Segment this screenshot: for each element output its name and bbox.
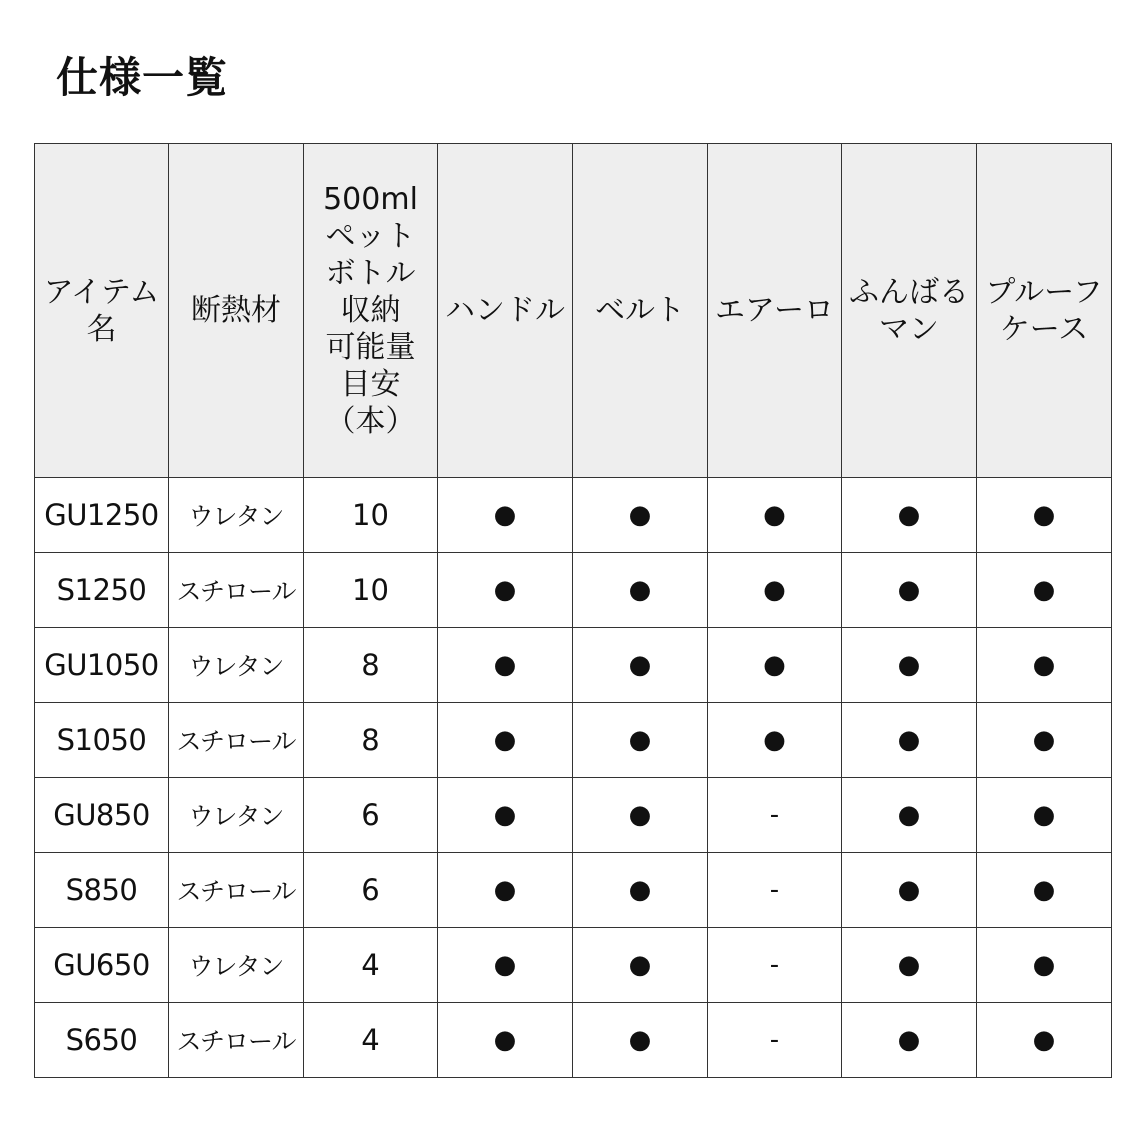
cell-item-name: GU650 [35, 928, 169, 1003]
table-row [35, 628, 1112, 703]
cell-insulation: ウレタン [169, 928, 304, 1003]
cell-belt: ● [573, 928, 708, 1003]
cell-capacity: 4 [304, 1003, 438, 1078]
table-row [35, 928, 1112, 1003]
cell-funbaruman: ● [842, 553, 977, 628]
cell-handle: ● [438, 778, 573, 853]
cell-capacity: 10 [304, 553, 438, 628]
cell-belt: ● [573, 553, 708, 628]
cell-handle: ● [438, 553, 573, 628]
cell-capacity: 4 [304, 928, 438, 1003]
cell-air-valve: - [708, 928, 842, 1003]
cell-funbaruman: ● [842, 703, 977, 778]
page-title: 仕様一覧 [56, 53, 229, 102]
cell-insulation: スチロール [169, 553, 304, 628]
cell-belt: ● [573, 703, 708, 778]
cell-item-name: S1250 [35, 553, 169, 628]
cell-item-name: GU1050 [35, 628, 169, 703]
header-proof-case: プルーフ ケース [977, 144, 1112, 478]
cell-insulation: ウレタン [169, 778, 304, 853]
cell-belt: ● [573, 778, 708, 853]
cell-item-name: S650 [35, 1003, 169, 1078]
cell-air-valve: - [708, 853, 842, 928]
cell-proof-case: ● [977, 478, 1112, 553]
cell-belt: ● [573, 628, 708, 703]
cell-insulation: スチロール [169, 853, 304, 928]
header-funbaruman: ふんばる マン [842, 144, 977, 478]
table-header [35, 144, 1112, 478]
cell-belt: ● [573, 853, 708, 928]
table-row [35, 1003, 1112, 1078]
cell-funbaruman: ● [842, 628, 977, 703]
cell-belt: ● [573, 478, 708, 553]
cell-handle: ● [438, 928, 573, 1003]
header-row [35, 144, 1112, 478]
cell-proof-case: ● [977, 778, 1112, 853]
cell-handle: ● [438, 628, 573, 703]
cell-insulation: ウレタン [169, 478, 304, 553]
cell-proof-case: ● [977, 553, 1112, 628]
cell-insulation: スチロール [169, 1003, 304, 1078]
table-row [35, 553, 1112, 628]
cell-proof-case: ● [977, 853, 1112, 928]
table-row [35, 853, 1112, 928]
table-row [35, 778, 1112, 853]
cell-proof-case: ● [977, 928, 1112, 1003]
cell-handle: ● [438, 853, 573, 928]
cell-proof-case: ● [977, 1003, 1112, 1078]
cell-item-name: GU850 [35, 778, 169, 853]
cell-air-valve: ● [708, 703, 842, 778]
cell-handle: ● [438, 703, 573, 778]
cell-funbaruman: ● [842, 778, 977, 853]
cell-funbaruman: ● [842, 928, 977, 1003]
cell-belt: ● [573, 1003, 708, 1078]
header-air-valve: エアーロ [708, 144, 842, 478]
table-row [35, 478, 1112, 553]
cell-funbaruman: ● [842, 1003, 977, 1078]
cell-air-valve: - [708, 778, 842, 853]
header-bottle-capacity: 500ml ペット ボトル 収納 可能量 目安 （本） [304, 144, 438, 478]
cell-capacity: 6 [304, 778, 438, 853]
cell-air-valve: - [708, 1003, 842, 1078]
cell-air-valve: ● [708, 628, 842, 703]
cell-air-valve: ● [708, 553, 842, 628]
cell-capacity: 6 [304, 853, 438, 928]
cell-proof-case: ● [977, 703, 1112, 778]
table-body [35, 478, 1112, 1078]
cell-funbaruman: ● [842, 853, 977, 928]
cell-capacity: 10 [304, 478, 438, 553]
cell-proof-case: ● [977, 628, 1112, 703]
spec-table [34, 143, 1112, 1078]
cell-funbaruman: ● [842, 478, 977, 553]
cell-capacity: 8 [304, 703, 438, 778]
cell-item-name: GU1250 [35, 478, 169, 553]
cell-handle: ● [438, 1003, 573, 1078]
header-insulation: 断熱材 [169, 144, 304, 478]
header-handle: ハンドル [438, 144, 573, 478]
cell-handle: ● [438, 478, 573, 553]
cell-insulation: スチロール [169, 703, 304, 778]
cell-item-name: S850 [35, 853, 169, 928]
table-row [35, 703, 1112, 778]
cell-air-valve: ● [708, 478, 842, 553]
cell-item-name: S1050 [35, 703, 169, 778]
header-item-name: アイテム 名 [35, 144, 169, 478]
cell-capacity: 8 [304, 628, 438, 703]
cell-insulation: ウレタン [169, 628, 304, 703]
header-belt: ベルト [573, 144, 708, 478]
